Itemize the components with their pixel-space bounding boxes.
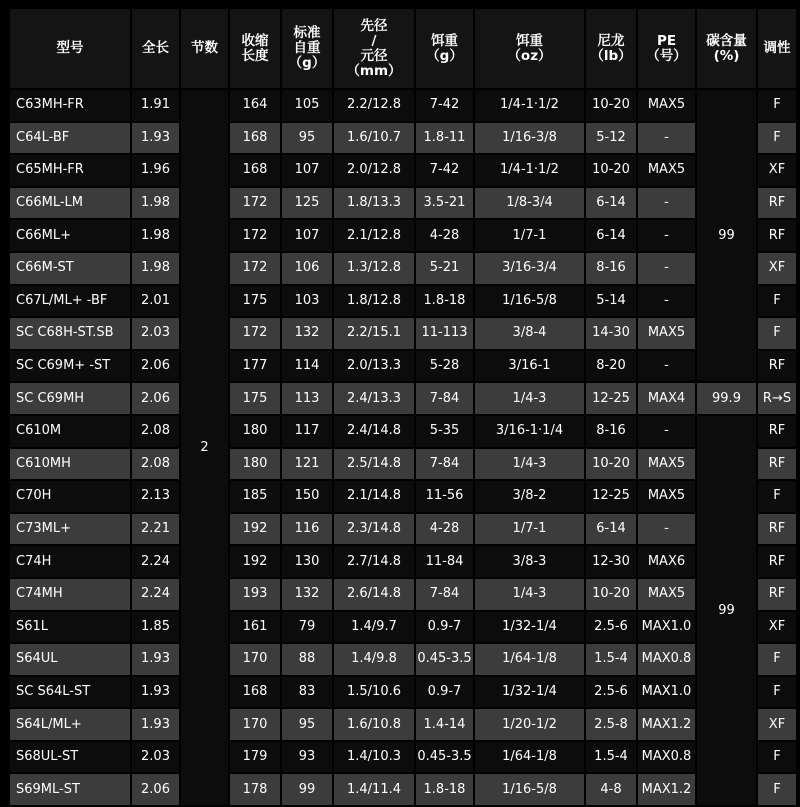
header-line: 自重 (293, 40, 321, 56)
action-cell: XF (758, 709, 796, 740)
pe-cell: MAX4 (638, 383, 695, 414)
closed-length-cell: 168 (230, 123, 280, 154)
action-cell: F (758, 481, 796, 512)
weight-cell: 83 (282, 677, 332, 708)
closed-length-cell: 175 (230, 383, 280, 414)
header-line: （mm） (346, 62, 402, 79)
lure-weight-oz-cell: 3/8-4 (475, 318, 584, 349)
pe-cell: MAX1.2 (638, 774, 695, 805)
lure-weight-oz-cell: 1/32-1/4 (475, 677, 584, 708)
action-cell: RF (758, 514, 796, 545)
header-line: 先径 (360, 17, 388, 34)
nylon-cell: 8-20 (586, 351, 636, 382)
model-cell: C64L-BF (10, 123, 130, 154)
action-cell: XF (758, 253, 796, 284)
model-cell: C66M-ST (10, 253, 130, 284)
model-cell: C73ML+ (10, 514, 130, 545)
header-line: 尼龙 (597, 32, 625, 49)
lure-weight-oz-cell: 1/4-3 (475, 449, 584, 480)
closed-length-cell: 168 (230, 677, 280, 708)
header-action (758, 9, 796, 88)
closed-length-cell: 177 (230, 351, 280, 382)
header-lure-weight-oz (475, 9, 584, 88)
lure-weight-oz-cell: 3/8-2 (475, 481, 584, 512)
lure-weight-g-cell: 11-113 (416, 318, 473, 349)
nylon-cell: 14-30 (586, 318, 636, 349)
weight-cell: 114 (282, 351, 332, 382)
nylon-cell: 10-20 (586, 449, 636, 480)
lure-weight-g-cell: 4-28 (416, 220, 473, 251)
lure-weight-g-cell: 11-84 (416, 546, 473, 577)
closed-length-cell: 172 (230, 253, 280, 284)
header-line: （lb） (590, 47, 632, 64)
lure-weight-g-cell: 0.9-7 (416, 612, 473, 643)
header-line: 长度 (241, 47, 269, 64)
table-row (10, 253, 796, 284)
action-cell: F (758, 742, 796, 773)
table-row (10, 449, 796, 480)
model-cell: C610M (10, 416, 130, 447)
table-row (10, 481, 796, 512)
lure-weight-g-cell: 0.45-3.5 (416, 742, 473, 773)
lure-weight-oz-cell: 1/20-1/2 (475, 709, 584, 740)
header-sections (181, 9, 228, 88)
closed-length-cell: 178 (230, 774, 280, 805)
action-cell: XF (758, 155, 796, 186)
table-row (10, 188, 796, 219)
pe-cell: MAX5 (638, 579, 695, 610)
lure-weight-oz-cell: 1/64-1/8 (475, 742, 584, 773)
diameter-cell: 2.4/14.8 (334, 416, 414, 447)
nylon-cell: 2.5-6 (586, 677, 636, 708)
nylon-cell: 1.5-4 (586, 742, 636, 773)
diameter-cell: 1.4/10.3 (334, 742, 414, 773)
closed-length-cell: 168 (230, 155, 280, 186)
table-row (10, 774, 796, 805)
weight-cell: 107 (282, 220, 332, 251)
weight-cell: 113 (282, 383, 332, 414)
diameter-cell: 2.1/12.8 (334, 220, 414, 251)
weight-cell: 150 (282, 481, 332, 512)
length-cell: 1.93 (132, 644, 179, 675)
lure-weight-g-cell: 7-42 (416, 155, 473, 186)
header-line: 标准 (293, 25, 321, 41)
pe-cell: MAX1.0 (638, 612, 695, 643)
model-cell: SC C69M+ -ST (10, 351, 130, 382)
action-cell: RF (758, 449, 796, 480)
header-pe-line (638, 9, 695, 88)
pe-cell: MAX5 (638, 155, 695, 186)
model-cell: C74MH (10, 579, 130, 610)
length-cell: 2.24 (132, 546, 179, 577)
closed-length-cell: 170 (230, 709, 280, 740)
lure-weight-oz-cell: 1/16-5/8 (475, 286, 584, 317)
header-line: PE (656, 32, 677, 49)
model-cell: SC C69MH (10, 383, 130, 414)
table-row (10, 677, 796, 708)
lure-weight-oz-cell: 1/8-3/4 (475, 188, 584, 219)
lure-weight-g-cell: 11-56 (416, 481, 473, 512)
weight-cell: 93 (282, 742, 332, 773)
header-tip-butt-diameter (334, 9, 414, 88)
weight-cell: 132 (282, 318, 332, 349)
weight-cell: 121 (282, 449, 332, 480)
rod-spec-table (8, 7, 798, 807)
diameter-cell: 2.2/15.1 (334, 318, 414, 349)
lure-weight-oz-cell: 1/4-3 (475, 383, 584, 414)
pe-cell: MAX5 (638, 449, 695, 480)
diameter-cell: 2.0/13.3 (334, 351, 414, 382)
table-body (10, 90, 796, 805)
lure-weight-oz-cell: 1/16-5/8 (475, 774, 584, 805)
length-cell: 2.08 (132, 416, 179, 447)
table-row (10, 742, 796, 773)
diameter-cell: 1.6/10.7 (334, 123, 414, 154)
action-cell: RF (758, 579, 796, 610)
table-row (10, 514, 796, 545)
lure-weight-g-cell: 7-84 (416, 449, 473, 480)
table-row (10, 416, 796, 447)
table-row (10, 90, 796, 121)
header-closed-length (230, 9, 280, 88)
model-cell: S69ML-ST (10, 774, 130, 805)
action-cell: F (758, 774, 796, 805)
weight-cell: 95 (282, 709, 332, 740)
closed-length-cell: 193 (230, 579, 280, 610)
closed-length-cell: 175 (230, 286, 280, 317)
model-cell: C65MH-FR (10, 155, 130, 186)
weight-cell: 132 (282, 579, 332, 610)
model-cell: S64L/ML+ (10, 709, 130, 740)
model-cell: C70H (10, 481, 130, 512)
lure-weight-oz-cell: 3/16-1·1/4 (475, 416, 584, 447)
diameter-cell: 2.1/14.8 (334, 481, 414, 512)
length-cell: 2.13 (132, 481, 179, 512)
closed-length-cell: 179 (230, 742, 280, 773)
length-cell: 2.24 (132, 579, 179, 610)
lure-weight-oz-cell: 3/16-1 (475, 351, 584, 382)
lure-weight-g-cell: 1.8-18 (416, 774, 473, 805)
table-row (10, 220, 796, 251)
nylon-cell: 12-30 (586, 546, 636, 577)
closed-length-cell: 172 (230, 220, 280, 251)
lure-weight-g-cell: 0.9-7 (416, 677, 473, 708)
closed-length-cell: 180 (230, 449, 280, 480)
model-cell: C66ML-LM (10, 188, 130, 219)
length-cell: 1.93 (132, 677, 179, 708)
weight-cell: 79 (282, 612, 332, 643)
action-cell: F (758, 90, 796, 121)
action-cell: F (758, 286, 796, 317)
nylon-cell: 5-12 (586, 123, 636, 154)
weight-cell: 105 (282, 90, 332, 121)
weight-cell: 117 (282, 416, 332, 447)
model-cell: C610MH (10, 449, 130, 480)
model-cell: S61L (10, 612, 130, 643)
diameter-cell: 1.4/9.7 (334, 612, 414, 643)
diameter-cell: 1.4/11.4 (334, 774, 414, 805)
header-line: 全长 (142, 40, 169, 56)
nylon-cell: 6-14 (586, 220, 636, 251)
lure-weight-g-cell: 5-28 (416, 351, 473, 382)
lure-weight-g-cell: 5-35 (416, 416, 473, 447)
header-line: （号） (646, 47, 687, 64)
table-row (10, 383, 796, 414)
nylon-cell: 5-14 (586, 286, 636, 317)
action-cell: F (758, 123, 796, 154)
length-cell: 2.03 (132, 318, 179, 349)
pe-cell: - (638, 220, 695, 251)
lure-weight-g-cell: 0.45-3.5 (416, 644, 473, 675)
diameter-cell: 2.0/12.8 (334, 155, 414, 186)
pe-cell: - (638, 351, 695, 382)
lure-weight-oz-cell: 1/4-3 (475, 579, 584, 610)
header-weight (282, 9, 332, 88)
table-row (10, 286, 796, 317)
action-cell: F (758, 318, 796, 349)
pe-cell: - (638, 123, 695, 154)
pe-cell: MAX1.0 (638, 677, 695, 708)
diameter-cell: 2.3/14.8 (334, 514, 414, 545)
weight-cell: 99 (282, 774, 332, 805)
weight-cell: 95 (282, 123, 332, 154)
nylon-cell: 1.5-4 (586, 644, 636, 675)
diameter-cell: 2.5/14.8 (334, 449, 414, 480)
nylon-cell: 10-20 (586, 579, 636, 610)
weight-cell: 106 (282, 253, 332, 284)
table-row (10, 644, 796, 675)
closed-length-cell: 161 (230, 612, 280, 643)
closed-length-cell: 185 (230, 481, 280, 512)
lure-weight-g-cell: 4-28 (416, 514, 473, 545)
closed-length-cell: 164 (230, 90, 280, 121)
weight-cell: 103 (282, 286, 332, 317)
closed-length-cell: 192 (230, 514, 280, 545)
table-row (10, 155, 796, 186)
nylon-cell: 2.5-6 (586, 612, 636, 643)
length-cell: 2.06 (132, 351, 179, 382)
header-line: 饵重 (516, 32, 543, 49)
model-cell: C67L/ML+ -BF (10, 286, 130, 317)
diameter-cell: 1.8/13.3 (334, 188, 414, 219)
lure-weight-oz-cell: 3/8-3 (475, 546, 584, 577)
lure-weight-oz-cell: 1/7-1 (475, 220, 584, 251)
length-cell: 1.98 (132, 220, 179, 251)
header-line: （g） (426, 47, 463, 64)
weight-cell: 130 (282, 546, 332, 577)
nylon-cell: 8-16 (586, 416, 636, 447)
lure-weight-g-cell: 1.8-11 (416, 123, 473, 154)
lure-weight-g-cell: 3.5-21 (416, 188, 473, 219)
header-line: / (371, 32, 377, 49)
header-row (10, 9, 796, 88)
nylon-cell: 6-14 (586, 514, 636, 545)
closed-length-cell: 170 (230, 644, 280, 675)
length-cell: 2.06 (132, 774, 179, 805)
length-cell: 2.21 (132, 514, 179, 545)
diameter-cell: 1.5/10.6 (334, 677, 414, 708)
action-cell: RF (758, 546, 796, 577)
action-cell: RF (758, 188, 796, 219)
weight-cell: 116 (282, 514, 332, 545)
diameter-cell: 1.4/9.8 (334, 644, 414, 675)
model-cell: SC S64L-ST (10, 677, 130, 708)
diameter-cell: 2.7/14.8 (334, 546, 414, 577)
header-lure-weight-g (416, 9, 473, 88)
model-cell: S64UL (10, 644, 130, 675)
pe-cell: - (638, 416, 695, 447)
weight-cell: 88 (282, 644, 332, 675)
header-line: 节数 (191, 40, 218, 56)
pe-cell: MAX6 (638, 546, 695, 577)
length-cell: 1.91 (132, 90, 179, 121)
model-cell: SC C68H-ST.SB (10, 318, 130, 349)
length-cell: 1.98 (132, 188, 179, 219)
model-cell: C74H (10, 546, 130, 577)
sections-cell: 2 (181, 90, 228, 805)
carbon-cell: 99.9 (697, 383, 756, 414)
length-cell: 2.01 (132, 286, 179, 317)
action-cell: XF (758, 612, 796, 643)
lure-weight-g-cell: 1.8-18 (416, 286, 473, 317)
header-line: 调性 (763, 40, 791, 56)
action-cell: RF (758, 351, 796, 382)
diameter-cell: 1.3/12.8 (334, 253, 414, 284)
action-cell: F (758, 644, 796, 675)
header-model (10, 9, 130, 88)
table-row (10, 546, 796, 577)
header-nylon-line (586, 9, 636, 88)
lure-weight-oz-cell: 3/16-3/4 (475, 253, 584, 284)
length-cell: 1.96 (132, 155, 179, 186)
length-cell: 2.08 (132, 449, 179, 480)
weight-cell: 107 (282, 155, 332, 186)
lure-weight-oz-cell: 1/4-1·1/2 (475, 90, 584, 121)
pe-cell: MAX5 (638, 481, 695, 512)
nylon-cell: 6-14 (586, 188, 636, 219)
lure-weight-g-cell: 1.4-14 (416, 709, 473, 740)
nylon-cell: 10-20 (586, 90, 636, 121)
pe-cell: - (638, 286, 695, 317)
length-cell: 1.98 (132, 253, 179, 284)
pe-cell: MAX0.8 (638, 644, 695, 675)
table-row (10, 351, 796, 382)
length-cell: 1.85 (132, 612, 179, 643)
action-cell: RF (758, 220, 796, 251)
header-line: （oz） (507, 47, 552, 64)
pe-cell: MAX5 (638, 318, 695, 349)
closed-length-cell: 172 (230, 188, 280, 219)
model-cell: C63MH-FR (10, 90, 130, 121)
table-row (10, 709, 796, 740)
nylon-cell: 12-25 (586, 481, 636, 512)
table-row (10, 318, 796, 349)
closed-length-cell: 180 (230, 416, 280, 447)
length-cell: 2.06 (132, 383, 179, 414)
carbon-cell: 99 (697, 90, 756, 381)
lure-weight-g-cell: 5-21 (416, 253, 473, 284)
action-cell: R→S (758, 383, 796, 414)
header-line: 饵重 (431, 32, 458, 49)
table-row (10, 612, 796, 643)
weight-cell: 125 (282, 188, 332, 219)
pe-cell: - (638, 514, 695, 545)
nylon-cell: 2.5-8 (586, 709, 636, 740)
closed-length-cell: 172 (230, 318, 280, 349)
header-line: 收缩 (241, 32, 269, 49)
lure-weight-oz-cell: 1/7-1 (475, 514, 584, 545)
carbon-cell: 99 (697, 416, 756, 805)
lure-weight-g-cell: 7-84 (416, 383, 473, 414)
pe-cell: MAX1.2 (638, 709, 695, 740)
lure-weight-oz-cell: 1/32-1/4 (475, 612, 584, 643)
diameter-cell: 1.8/12.8 (334, 286, 414, 317)
nylon-cell: 10-20 (586, 155, 636, 186)
header-length (132, 9, 179, 88)
header-line: (%) (713, 47, 740, 64)
header-carbon-content (697, 9, 756, 88)
length-cell: 2.03 (132, 742, 179, 773)
lure-weight-oz-cell: 1/16-3/8 (475, 123, 584, 154)
model-cell: C66ML+ (10, 220, 130, 251)
table-row (10, 123, 796, 154)
nylon-cell: 8-16 (586, 253, 636, 284)
action-cell: F (758, 677, 796, 708)
lure-weight-oz-cell: 1/64-1/8 (475, 644, 584, 675)
header-line: （g） (288, 55, 326, 71)
model-cell: S68UL-ST (10, 742, 130, 773)
pe-cell: MAX0.8 (638, 742, 695, 773)
pe-cell: MAX5 (638, 90, 695, 121)
lure-weight-oz-cell: 1/4-1·1/2 (475, 155, 584, 186)
action-cell: RF (758, 416, 796, 447)
length-cell: 1.93 (132, 123, 179, 154)
closed-length-cell: 192 (230, 546, 280, 577)
nylon-cell: 12-25 (586, 383, 636, 414)
header-line: 元径 (360, 47, 388, 64)
diameter-cell: 1.6/10.8 (334, 709, 414, 740)
header-line: 碳含量 (706, 32, 747, 49)
header-line: 型号 (56, 40, 84, 56)
nylon-cell: 4-8 (586, 774, 636, 805)
length-cell: 1.93 (132, 709, 179, 740)
diameter-cell: 2.6/14.8 (334, 579, 414, 610)
table-row (10, 579, 796, 610)
lure-weight-g-cell: 7-84 (416, 579, 473, 610)
lure-weight-g-cell: 7-42 (416, 90, 473, 121)
pe-cell: - (638, 253, 695, 284)
diameter-cell: 2.4/13.3 (334, 383, 414, 414)
pe-cell: - (638, 188, 695, 219)
diameter-cell: 2.2/12.8 (334, 90, 414, 121)
